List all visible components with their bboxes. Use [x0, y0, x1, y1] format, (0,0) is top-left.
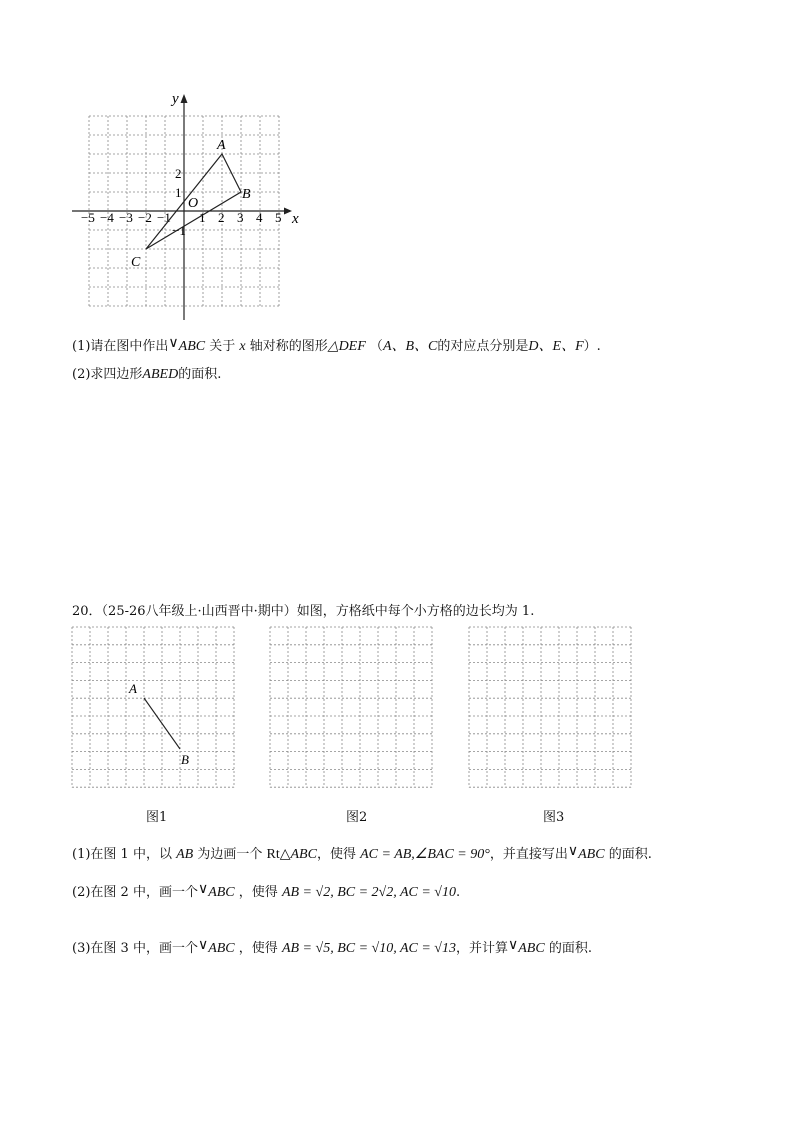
grid-3-lines [469, 627, 631, 787]
x-tick-label: −1 [157, 210, 171, 225]
x-tick-label: 4 [256, 210, 263, 225]
point-label-a: A [217, 138, 226, 153]
grid-figure-1 [70, 625, 238, 788]
q19-part1: (1)请在图中作出∨ABC 关于 x 轴对称的图形△DEF （A、B、C的对应点分别是D、E、F）. [72, 335, 601, 354]
x-tick-label: 5 [275, 210, 282, 225]
fig1-caption: 图1 [146, 810, 168, 825]
triangle-symbol: ∨ [508, 937, 519, 953]
fig2-caption: 图2 [346, 810, 368, 825]
segment-label-b: B [181, 752, 189, 767]
q20-header: 20．（25-26八年级上·山西晋中·期中）如图，方格纸中每个小方格的边长均为 1. [72, 604, 535, 619]
q20-part1: (1)在图 1 中，以 AB 为边画一个 Rt△ABC，使得 AC = AB,∠BAC = 90°，并直接写出∨ABC 的面积. [72, 843, 652, 862]
y-axis-label: y [172, 91, 179, 107]
point-label-b: B [242, 187, 251, 202]
point-label-c: C [131, 255, 141, 270]
y-axis [181, 94, 188, 320]
x-tick-label: 1 [199, 210, 206, 225]
grid-1-lines [72, 627, 234, 787]
grid-figure-3 [467, 625, 635, 788]
coordinate-figure [60, 85, 320, 325]
x-tick-label: −3 [119, 210, 133, 225]
q19-part2: (2)求四边形ABED的面积. [72, 367, 222, 382]
triangle-symbol: ∨ [168, 335, 179, 351]
origin-label: O [188, 196, 199, 211]
y-tick-label: 1 [175, 185, 182, 200]
triangle-symbol: ∨ [567, 843, 579, 859]
x-tick-label: −2 [138, 210, 152, 225]
y-tick-label: 2 [175, 166, 182, 181]
fig3-caption: 图3 [543, 810, 565, 825]
segment-label-a: A [129, 681, 137, 696]
triangle-symbol: ∨ [197, 937, 209, 953]
x-axis-label: x [292, 211, 299, 227]
grid-figure-2 [268, 625, 436, 788]
triangle-symbol: ∨ [197, 881, 209, 897]
y-tick-label: −1 [172, 223, 186, 238]
q20-part2: (2)在图 2 中，画一个∨ABC ，使得 AB = √2, BC = 2√2, AC = √10. [72, 881, 461, 900]
x-tick-label: 3 [237, 210, 244, 225]
grid-2-lines [270, 627, 432, 787]
x-tick-label: 2 [218, 210, 225, 225]
q20-part3: (3)在图 3 中，画一个∨ABC ，使得 AB = √5, BC = √10, AC = √13，并计算∨ABC 的面积. [72, 937, 592, 956]
segment-ab [144, 698, 180, 749]
x-tick-label: −5 [81, 210, 95, 225]
x-tick-label: −4 [100, 210, 114, 225]
